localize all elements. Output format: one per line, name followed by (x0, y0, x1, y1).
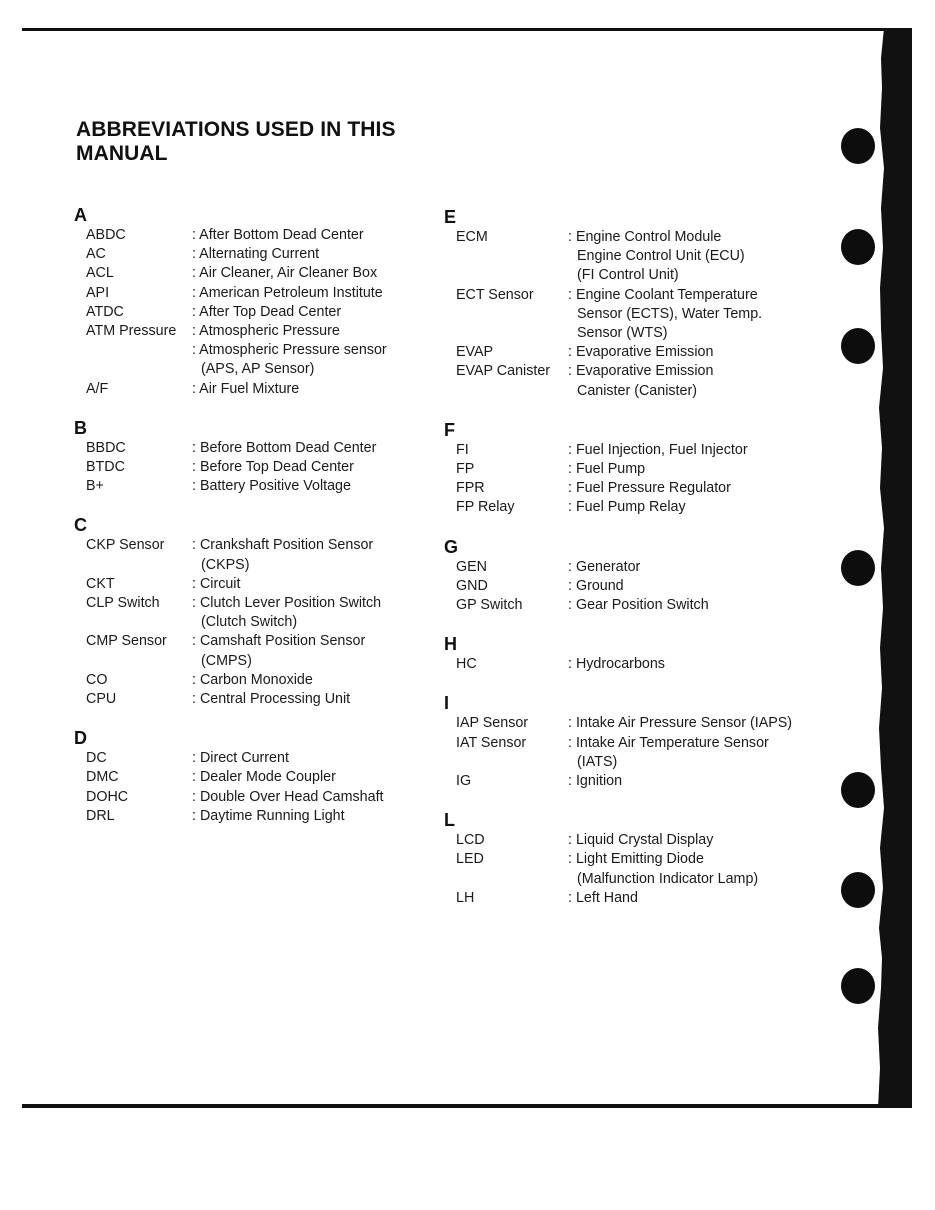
abbreviation-entry (74, 671, 434, 690)
abbreviation-entry (74, 380, 434, 399)
definition-line: Sensor (ECTS), Water Temp. (577, 305, 763, 322)
abbreviation-entry (74, 477, 434, 496)
abbreviation-entry (74, 594, 434, 632)
abbreviation-entry (74, 575, 434, 594)
definition-line: : Evaporative Emission (568, 363, 714, 380)
abbreviation-definition (568, 889, 638, 908)
abbreviation-term: API (86, 284, 110, 301)
section-e (444, 206, 824, 401)
abbreviation-definition (192, 632, 365, 670)
binder-hole (841, 128, 875, 164)
abbreviation-entry (74, 245, 434, 264)
abbreviation-entry (444, 441, 824, 460)
definition-line: : Ground (568, 577, 624, 594)
abbreviation-definition (568, 343, 713, 362)
definition-line: : Hydrocarbons (568, 656, 665, 673)
abbreviation-definition (192, 594, 381, 632)
abbreviation-definition (192, 458, 354, 477)
abbreviation-term: ACL (86, 265, 114, 282)
abbreviation-entry (444, 362, 824, 400)
definition-line: : Ignition (568, 773, 623, 790)
definition-line: : Daytime Running Light (192, 807, 345, 824)
section-letter: G (444, 536, 459, 557)
abbreviation-term: CMP Sensor (86, 633, 167, 650)
definition-line: (IATS) (577, 753, 618, 770)
abbreviation-term: DMC (86, 769, 119, 786)
abbreviation-term: B+ (86, 478, 104, 495)
abbreviation-entry (74, 322, 434, 380)
definition-line: : Fuel Injection, Fuel Injector (568, 441, 748, 458)
abbreviation-definition (192, 788, 384, 807)
abbreviation-entry (74, 690, 434, 709)
definition-line: (Malfunction Indicator Lamp) (577, 870, 759, 887)
abbreviation-entry (444, 831, 824, 850)
binder-hole (841, 968, 875, 1004)
abbreviation-definition (568, 831, 713, 850)
abbreviation-entry (444, 558, 824, 577)
definition-line: : Engine Control Module (568, 229, 722, 245)
abbreviation-term: EVAP Canister (456, 363, 551, 380)
abbreviation-entry (74, 632, 434, 670)
definition-line: Sensor (WTS) (577, 325, 668, 342)
definition-line: : Atmospheric Pressure sensor (192, 342, 387, 359)
right-column (444, 188, 824, 908)
definition-line: : Intake Air Temperature Sensor (568, 734, 769, 751)
abbreviation-entry (444, 286, 824, 344)
abbreviation-term: GND (456, 577, 488, 594)
abbreviation-term: CPU (86, 691, 117, 708)
definition-line: (Clutch Switch) (201, 614, 298, 631)
definition-line: : Fuel Pump (568, 461, 646, 478)
definition-line: : After Top Dead Center (192, 303, 342, 320)
abbreviation-entry (444, 228, 824, 286)
abbreviation-term: IAP Sensor (456, 715, 529, 732)
left-column (74, 186, 434, 826)
abbreviation-term: EVAP (456, 344, 494, 361)
definition-line: : Double Over Head Camshaft (192, 788, 384, 805)
abbreviation-definition (568, 772, 622, 791)
abbreviation-entry (74, 439, 434, 458)
abbreviation-definition (568, 362, 713, 400)
definition-line: : Air Cleaner, Air Cleaner Box (192, 265, 378, 282)
section-a (74, 204, 434, 399)
abbreviation-term: DC (86, 750, 107, 767)
abbreviation-definition (568, 460, 645, 479)
abbreviation-term: DRL (86, 807, 115, 824)
abbreviation-definition (192, 245, 319, 264)
section-h (444, 633, 824, 674)
abbreviation-entry (444, 343, 824, 362)
abbreviation-entry (444, 655, 824, 674)
section-letter: A (74, 205, 87, 225)
definition-line: (CMPS) (201, 652, 252, 669)
page-title-line1: ABBREVIATIONS USED IN THIS (76, 118, 396, 141)
section-c (74, 514, 434, 709)
bottom-rule (22, 1104, 912, 1108)
section-letter: F (444, 419, 455, 440)
definition-line: (CKPS) (201, 556, 250, 573)
definition-line: : Intake Air Pressure Sensor (IAPS) (568, 715, 793, 732)
page-title (76, 118, 456, 166)
abbreviation-definition (568, 577, 624, 596)
definition-line: : Liquid Crystal Display (568, 832, 714, 849)
abbreviation-entry (444, 734, 824, 772)
definition-line: Engine Control Unit (ECU) (577, 248, 745, 265)
abbreviation-term: FI (456, 441, 469, 458)
abbreviation-term: FP (456, 461, 475, 478)
definition-line: : Fuel Pump Relay (568, 499, 686, 516)
binder-hole (841, 872, 875, 908)
definition-line: : Light Emitting Diode (568, 851, 704, 868)
section-letter: L (444, 810, 455, 831)
abbreviation-term: FPR (456, 480, 485, 497)
abbreviation-definition (568, 596, 709, 615)
abbreviation-entry (444, 460, 824, 479)
definition-line: : Air Fuel Mixture (192, 380, 300, 397)
abbreviation-definition (192, 690, 350, 709)
section-g (444, 536, 824, 616)
abbreviation-definition (192, 380, 299, 399)
definition-line: : Engine Coolant Temperature (568, 286, 758, 303)
definition-line: : Battery Positive Voltage (192, 478, 351, 495)
abbreviation-definition (192, 536, 373, 574)
binder-hole (841, 550, 875, 586)
definition-line: : Generator (568, 558, 641, 575)
definition-line: : Atmospheric Pressure (192, 323, 340, 340)
abbreviation-definition (192, 477, 351, 496)
abbreviation-entry (74, 768, 434, 787)
abbreviation-definition (192, 768, 336, 787)
binder-hole (841, 772, 875, 808)
section-l (444, 809, 824, 908)
definition-line: : After Bottom Dead Center (192, 227, 364, 243)
abbreviation-definition (192, 439, 376, 458)
definition-line: : Clutch Lever Position Switch (192, 595, 382, 612)
abbreviation-entry (74, 458, 434, 477)
section-b (74, 417, 434, 497)
definition-line: : Alternating Current (192, 246, 320, 263)
abbreviation-entry (444, 577, 824, 596)
definition-line: : Evaporative Emission (568, 344, 714, 361)
abbreviation-term: CO (86, 671, 108, 688)
binder-hole (841, 229, 875, 265)
abbreviation-definition (192, 284, 383, 303)
definition-line: : Direct Current (192, 750, 289, 767)
definition-line: : Crankshaft Position Sensor (192, 537, 374, 554)
section-d (74, 727, 434, 826)
abbreviation-term: ECT Sensor (456, 286, 534, 303)
abbreviation-term: CKT (86, 575, 115, 592)
abbreviation-definition (192, 575, 240, 594)
abbreviation-entry (74, 264, 434, 283)
section-letter: B (74, 417, 87, 438)
abbreviation-term: ATM Pressure (86, 323, 177, 340)
abbreviation-definition (568, 850, 758, 888)
page-title-line2: MANUAL (76, 142, 168, 165)
abbreviation-term: IG (456, 773, 472, 790)
abbreviation-definition (192, 303, 341, 322)
abbreviation-term: LCD (456, 832, 485, 849)
definition-line: : Central Processing Unit (192, 691, 351, 708)
abbreviation-term: LED (456, 851, 484, 868)
definition-line: : Fuel Pressure Regulator (568, 480, 731, 497)
abbreviation-term: ABDC (86, 227, 126, 243)
abbreviation-entry (74, 284, 434, 303)
section-f (444, 419, 824, 518)
abbreviation-definition (568, 441, 748, 460)
abbreviation-term: AC (86, 246, 106, 263)
section-letter: D (74, 728, 87, 749)
top-rule (22, 28, 912, 31)
abbreviation-definition (192, 671, 313, 690)
section-i (444, 692, 824, 791)
abbreviation-term: ECM (456, 229, 488, 245)
abbreviation-entry (74, 536, 434, 574)
abbreviation-term: ATDC (86, 303, 124, 320)
definition-line: (APS, AP Sensor) (201, 361, 315, 378)
abbreviation-entry (444, 889, 824, 908)
definition-line: : Before Bottom Dead Center (192, 439, 377, 456)
abbreviation-definition (568, 734, 769, 772)
abbreviation-entry (444, 498, 824, 517)
definition-line: : American Petroleum Institute (192, 284, 383, 301)
definition-line: : Before Top Dead Center (192, 459, 354, 476)
abbreviation-entry (74, 303, 434, 322)
abbreviation-term: GEN (456, 558, 487, 575)
abbreviation-term: BTDC (86, 459, 125, 476)
abbreviation-definition (192, 322, 387, 380)
abbreviation-definition (568, 655, 665, 674)
abbreviation-term: FP Relay (456, 499, 515, 516)
section-letter: E (444, 207, 457, 227)
abbreviation-entry (444, 850, 824, 888)
abbreviation-definition (192, 749, 289, 768)
abbreviation-definition (192, 807, 345, 826)
abbreviation-term: DOHC (86, 788, 129, 805)
abbreviation-definition (568, 286, 762, 344)
abbreviation-term: LH (456, 889, 475, 906)
definition-line: : Left Hand (568, 889, 638, 906)
abbreviation-entry (74, 749, 434, 768)
abbreviation-definition (568, 479, 731, 498)
section-letter: I (444, 693, 450, 714)
abbreviation-term: IAT Sensor (456, 734, 527, 751)
abbreviation-term: A/F (86, 380, 109, 397)
section-letter: H (444, 634, 457, 655)
abbreviation-entry (74, 226, 434, 245)
abbreviation-definition (568, 714, 792, 733)
abbreviation-entry (444, 772, 824, 791)
torn-page-edge (878, 28, 912, 1108)
definition-line: (FI Control Unit) (577, 267, 679, 284)
abbreviation-definition (192, 264, 377, 283)
abbreviation-term: CLP Switch (86, 595, 160, 612)
abbreviation-term: GP Switch (456, 597, 523, 614)
definition-line: : Camshaft Position Sensor (192, 633, 366, 650)
abbreviation-entry (444, 714, 824, 733)
abbreviation-definition (192, 226, 364, 245)
abbreviation-entry (74, 807, 434, 826)
abbreviation-definition (568, 228, 745, 286)
abbreviation-entry (444, 479, 824, 498)
abbreviation-term: CKP Sensor (86, 537, 165, 554)
definition-line: : Dealer Mode Coupler (192, 769, 336, 786)
abbreviation-entry (74, 788, 434, 807)
definition-line: : Circuit (192, 575, 241, 592)
abbreviation-definition (568, 558, 640, 577)
binder-hole (841, 328, 875, 364)
abbreviation-term: BBDC (86, 439, 126, 456)
definition-line: : Carbon Monoxide (192, 671, 313, 688)
definition-line: Canister (Canister) (577, 382, 697, 399)
abbreviation-definition (568, 498, 686, 517)
section-letter: C (74, 515, 87, 536)
definition-line: : Gear Position Switch (568, 597, 709, 614)
abbreviation-term: HC (456, 656, 477, 673)
abbreviation-entry (444, 596, 824, 615)
